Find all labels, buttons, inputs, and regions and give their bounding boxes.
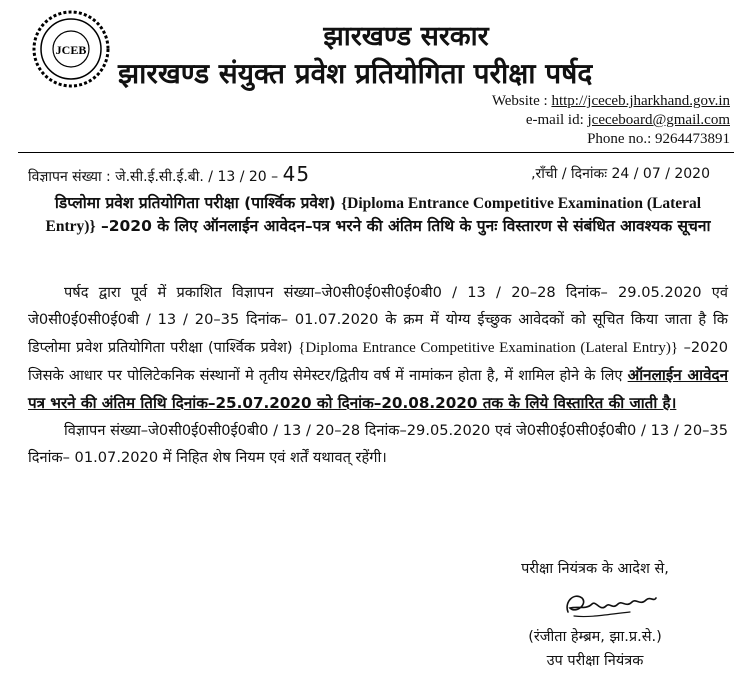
advertisement-number: विज्ञापन संख्या : जे.सी.ई.सी.ई.बी. / 13 / 20 – (28, 169, 279, 185)
signatory-designation: उप परीक्षा नियंत्रक (546, 653, 644, 669)
reference-line (28, 162, 718, 186)
handwritten-signature-icon (560, 584, 660, 624)
board-title: झारखण्ड संयुक्त प्रवेश प्रतियोगिता परीक्षा पर्षद (118, 57, 593, 90)
email-line: e-mail id: jceceboard@gmail.com (525, 112, 730, 128)
advertisement-handwritten-number: 45 (282, 162, 311, 186)
website-line: Website : http://jceceb.jharkhand.gov.in (491, 93, 730, 109)
order-line: परीक्षा नियंत्रक के आदेश से, (521, 561, 669, 577)
paragraph-2: विज्ञापन संख्या–जे0सी0ई0सी0ई0बी0 / 13 / 20–28 दिनांक–29.05.2020 एवं जे0सी0ई0सी0ई0बी0 / 13 / 20–35 दिनांक– 01.07.2020 में निहित शेष नियम एवं शर्तें यथावत् रहेंगी। (28, 422, 728, 467)
phone-number: 9264473891 (655, 131, 730, 147)
logo-text: JCEB (55, 43, 87, 57)
extended-date-highlight: ऑनलाईन आवेदन पत्र भरने की अंतिम तिथि दिनांक–25.07.2020 को दिनांक–20.08.2020 तक के लिये विस्तारित की जाती है। (28, 366, 729, 412)
contact-block (492, 92, 730, 149)
signatory-name: (रंजीता हेम्ब्रम, झा.प्र.से.) (528, 629, 662, 645)
phone-line: Phone no.: 9264473891 (587, 131, 730, 147)
header-divider (18, 152, 734, 153)
government-title: झारखण्ड सरकार (323, 21, 489, 52)
website-link[interactable]: http://jceceb.jharkhand.gov.in (551, 93, 730, 109)
paragraph-1: पर्षद द्वारा पूर्व में प्रकाशित विज्ञापन संख्या–जे0सी0ई0सी0ई0बी0 / 13 / 20–28 दिनांक– 29.05.2020 एवं जे0सी0ई0सी0ई0बी / 13 / 20–35 दिनांक– 01.07.2020 के क्रम में योग्य ईच्छुक आवेदकों को सूचित किया जाता है कि डिप्लोमा प्रवेश प्रतियोगिता परीक्षा (पार्श्विक प्रवेश) {Diploma Entrance Competitive Examination (Lateral Entry)} –2020 जिसके आधार पर पोलिटेकनिक संस्थानों मे तृतीय सेमेस्टर/द्वितीय वर्ष में नामांकन होता है, में शामिल होने के लिए ऑनलाईन आवेदन पत्र भरने की अंतिम तिथि दिनांक–25.07.2020 को दिनांक–20.08.2020 तक के लिये विस्तारित की जाती है। (28, 284, 729, 412)
notice-date: ,राँची / दिनांकः 24 / 07 / 2020 (531, 166, 710, 182)
notice-body (28, 279, 728, 472)
notice-subject: डिप्लोमा प्रवेश प्रतियोगिता परीक्षा (पार्श्विक प्रवेश) {Diploma Entrance Competitive Examination (Lateral Entry)} –2020 के लिए ऑनलाईन आवेदन–पत्र भरने की अंतिम तिथि के पुनः विस्तारण से संबंधित आवश्यक सूचना (45, 194, 711, 235)
email-link[interactable]: jceceboard@gmail.com (587, 112, 730, 128)
